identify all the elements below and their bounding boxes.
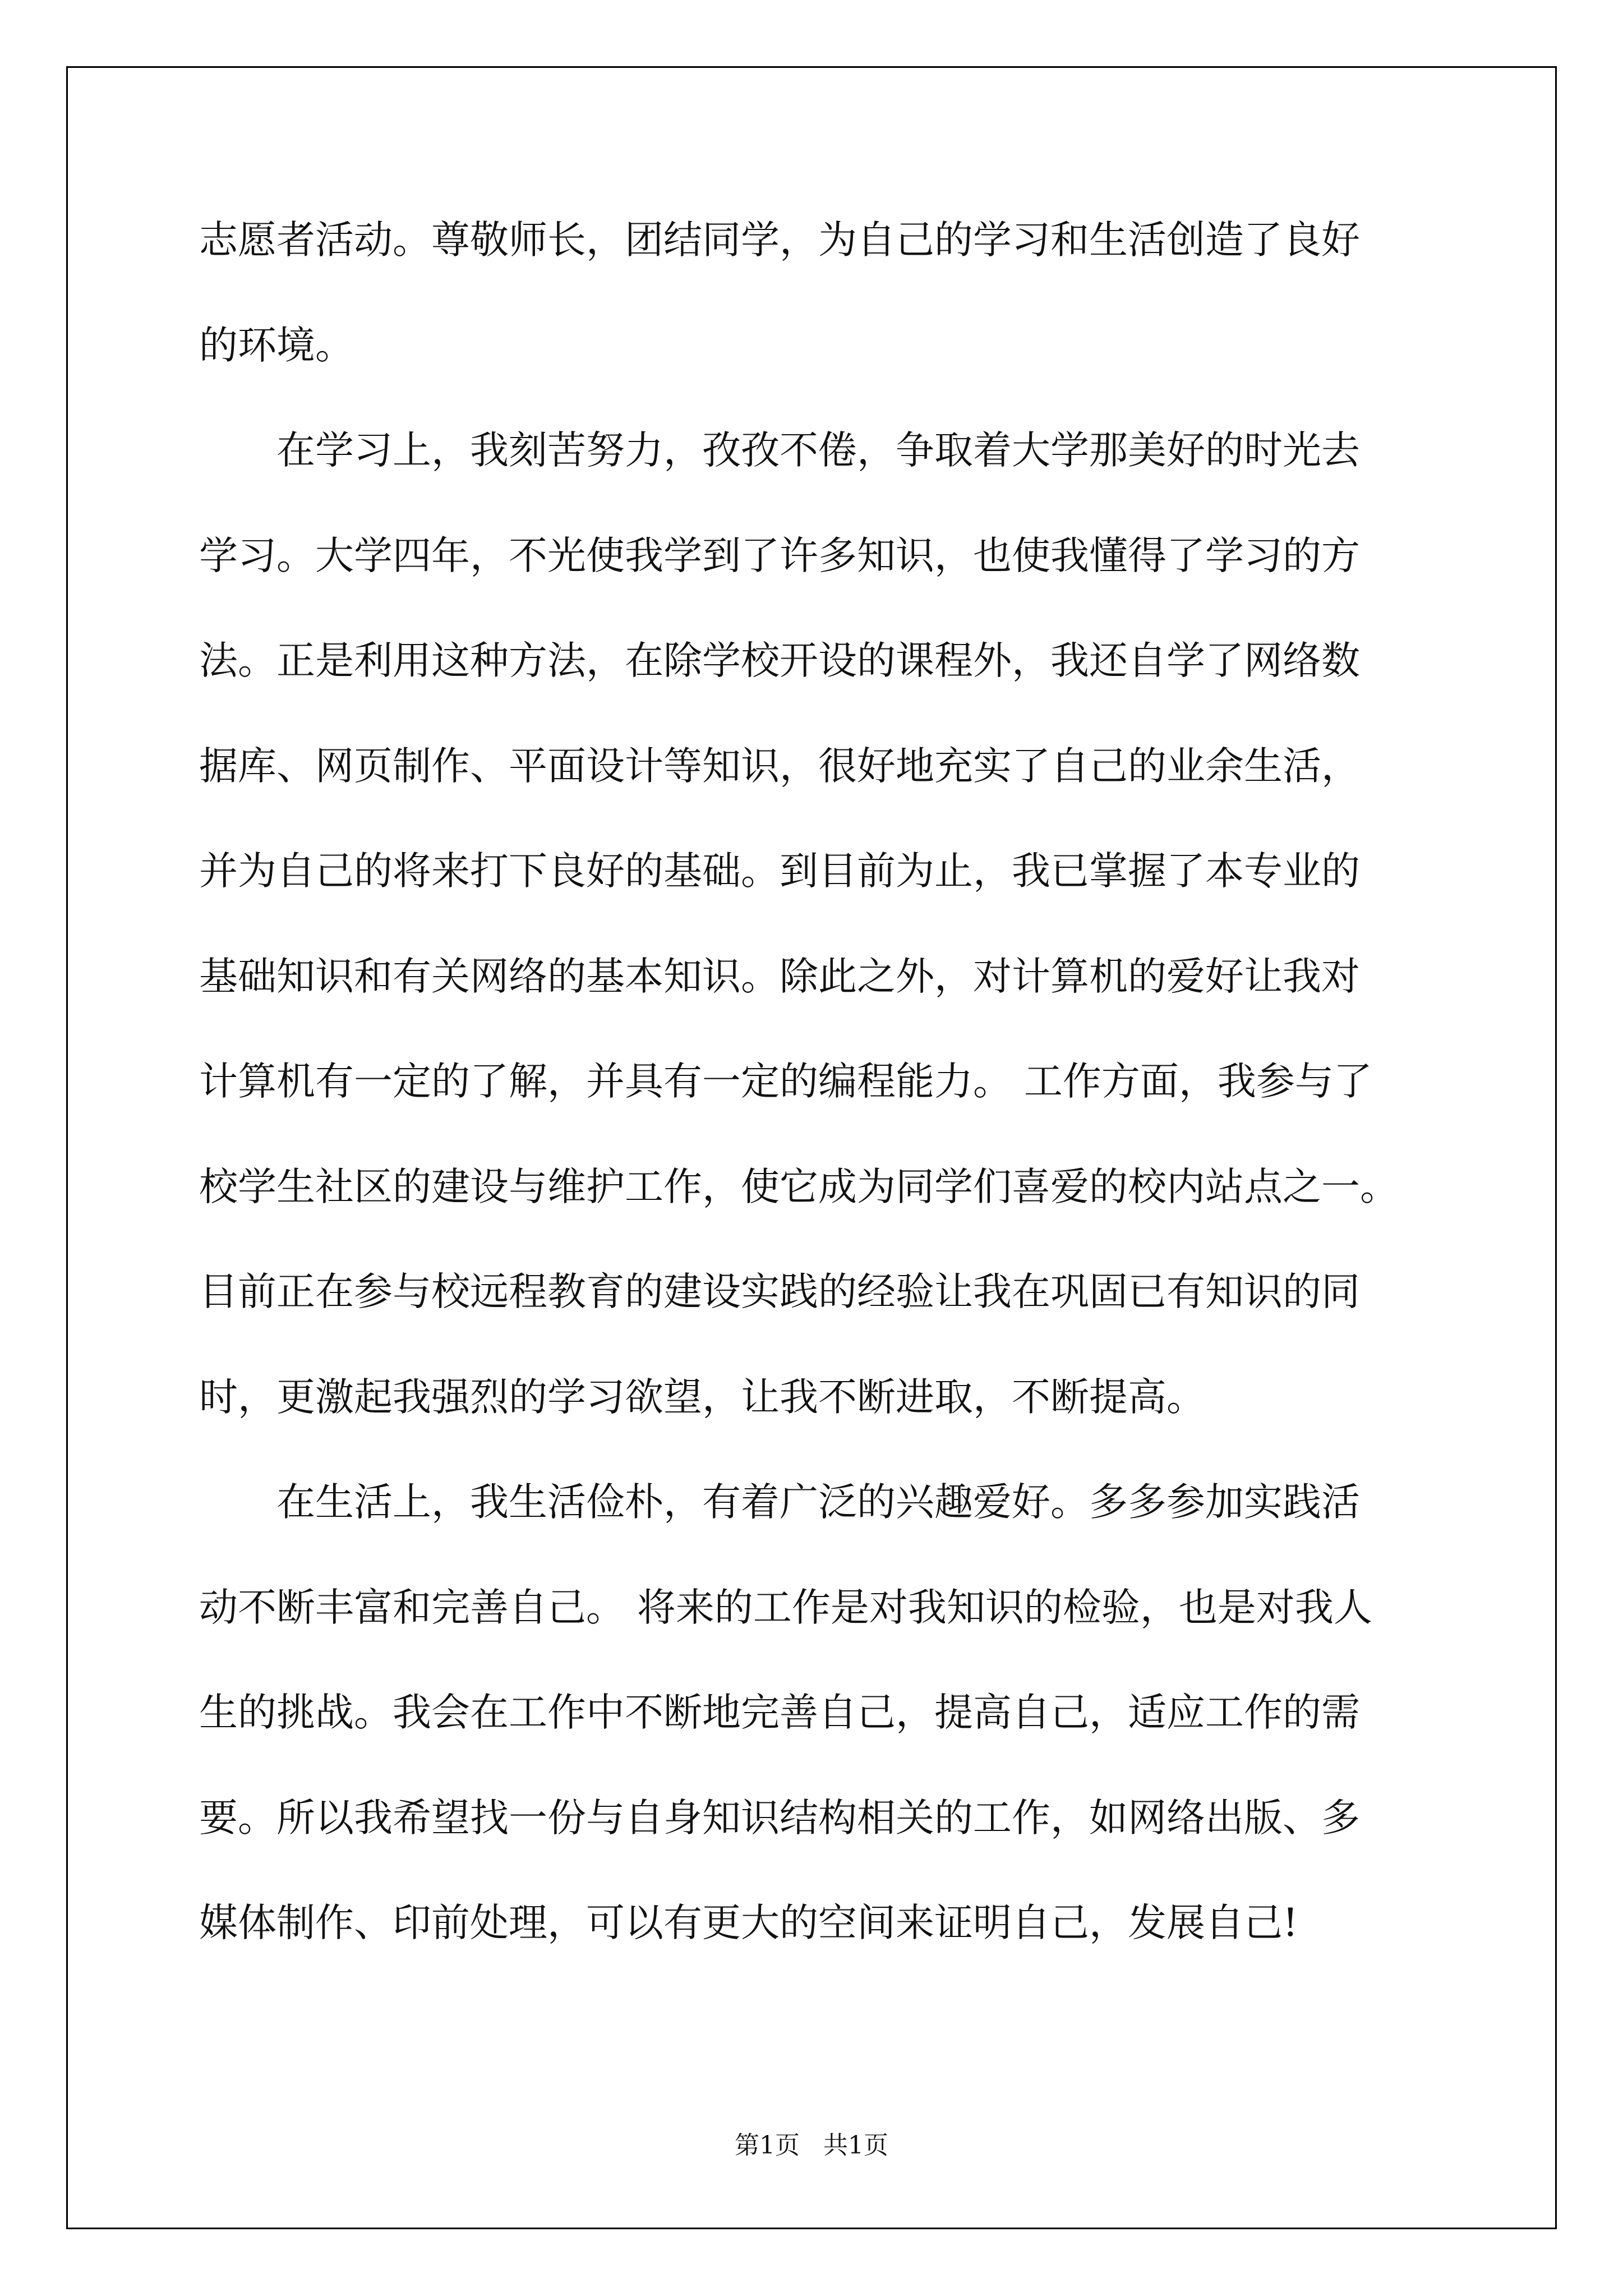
body-line: 时，更激起我强烈的学习欲望，让我不断进取，不断提高。 (199, 1374, 1205, 1420)
body-line: 媒体制作、印前处理，可以有更大的空间来证明自己，发展自己! (199, 1901, 1298, 1945)
body-line: 要。所以我希望找一份与自身知识结构相关的工作，如网络出版、多 (199, 1795, 1360, 1841)
body-line: 据库、网页制作、平面设计等知识，很好地充实了自己的业余生活， (199, 743, 1360, 789)
body-line-indented: 在学习上，我刻苦努力，孜孜不倦，争取着大学那美好的时光去 (276, 428, 1360, 473)
page-number-footer: 第1页 共1页 (735, 2131, 888, 2160)
body-line: 计算机有一定的了解，并具有一定的编程能力。 工作方面，我参与了 (199, 1059, 1372, 1104)
body-line: 校学生社区的建设与维护工作，使它成为同学们喜爱的校内站点之一。 (199, 1164, 1399, 1209)
body-line: 并为自己的将来打下良好的基础。到目前为止，我已掌握了本专业的 (199, 849, 1360, 894)
body-line: 志愿者活动。尊敬师长，团结同学，为自己的学习和生活创造了良好 (199, 218, 1360, 263)
body-line-indented: 在生活上，我生活俭朴，有着广泛的兴趣爱好。多多参加实践活 (276, 1480, 1360, 1525)
body-line: 目前正在参与校远程教育的建设实践的经验让我在巩固已有知识的同 (199, 1269, 1360, 1314)
body-line: 生的挑战。我会在工作中不断地完善自己，提高自己，适应工作的需 (199, 1690, 1360, 1735)
body-line: 学习。大学四年，不光使我学到了许多知识，也使我懂得了学习的方 (199, 533, 1360, 578)
body-line: 法。正是利用这种方法，在除学校开设的课程外，我还自学了网络数 (199, 638, 1360, 683)
body-line: 基础知识和有关网络的基本知识。除此之外，对计算机的爱好让我对 (199, 954, 1360, 999)
body-line: 的环境。 (199, 323, 354, 368)
document-body (199, 188, 1430, 1976)
body-line: 动不断丰富和完善自己。 将来的工作是对我知识的检验，也是对我人 (199, 1585, 1372, 1630)
